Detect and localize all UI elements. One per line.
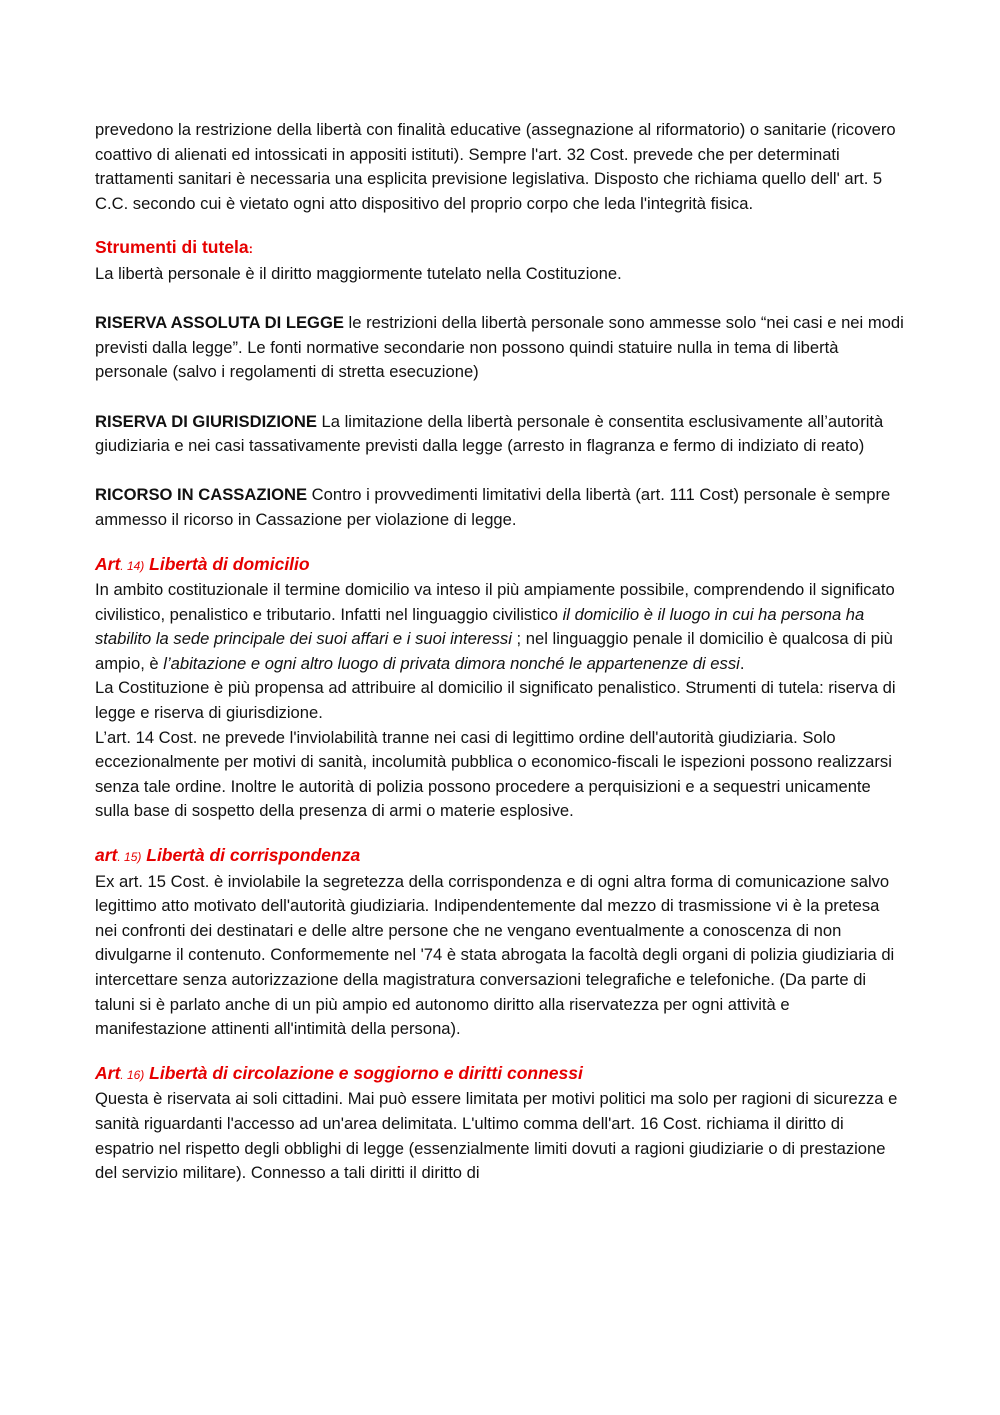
art14-heading bbox=[95, 552, 905, 579]
riserva-legge-text: le restrizioni della libertà personale sono ammesse solo “nei casi e nei modi previsti dalla legge”. Le fonti normative secondarie non possono quindi statuire nulla in tema di libertà personale (salvo i regolamenti di stretta esecuzione) bbox=[95, 313, 904, 382]
art16-heading-title: Libertà di circolazione e soggiorno e diritti connessi bbox=[144, 1062, 583, 1083]
strumenti-paragraph: La libertà personale è il diritto maggiormente tutelato nella Costituzione. bbox=[95, 263, 622, 283]
riserva-giurisdizione-text: La limitazione della libertà personale è consentita esclusivamente all’autorità giudiziaria e nei casi tassativamente previsti dalla legge (arresto in flagranza e fermo di indiziato di reato) bbox=[95, 411, 884, 456]
art14-paragraph-3: L’art. 14 Cost. ne prevede l'inviolabilità tranne nei casi di legittimo ordine dell'autorità giudiziaria. Solo eccezionalmente per motivi di sanità, incolumità pubblica o economico-fiscali le ispezioni possono realizzarsi senza tale ordine. Inoltre le autorità di polizia possono procedere a perquisizioni e a sequestri unicamente sulla base di sospetto della presenza di armi o materie esplosive. bbox=[95, 727, 892, 821]
ricorso-text: Contro i provvedimenti limitativi della libertà (art. 111 Cost) personale è sempre ammesso il ricorso in Cassazione per violazione di legge. bbox=[95, 485, 891, 529]
riserva-giurisdizione-term: RISERVA DI GIURISDIZIONE bbox=[95, 411, 317, 431]
art14-heading-number: . 14) bbox=[120, 558, 145, 573]
art14-heading-title: Libertà di domicilio bbox=[144, 553, 310, 574]
riserva-legge-term: RISERVA ASSOLUTA DI LEGGE bbox=[95, 313, 344, 333]
intro-paragraph: prevedono la restrizione della libertà con finalità educative (assegnazione al riformatorio) o sanitarie (ricovero coattivo di alienati ed intossicati in appositi istituti). Sempre l'art. 32 Cost. prevede che per determinati trattamenti sanitari è necessaria una esplicita previsione legislativa. Disposto che richiama quello dell' art. 5 C.C. secondo cui è vietato ogni atto dispositivo del proprio corpo che leda l'integrità fisica. bbox=[95, 120, 896, 213]
art15-heading-number: . 15) bbox=[117, 850, 142, 865]
ricorso-term: RICORSO IN CASSAZIONE bbox=[95, 485, 308, 505]
art14-text-c: . bbox=[739, 653, 745, 673]
art15-heading-prefix: art bbox=[95, 845, 118, 866]
art14-italic-1: il domicilio è il luogo in cui ha persona ha stabilito la sede principale dei suoi affari e i suoi interessi bbox=[95, 604, 865, 649]
art14-heading-prefix: Art bbox=[95, 553, 121, 574]
art16-heading bbox=[95, 1061, 905, 1088]
art14-paragraph-1 bbox=[95, 578, 905, 676]
strumenti-heading-colon: : bbox=[248, 241, 253, 257]
art16-heading-number: . 16) bbox=[120, 1067, 145, 1082]
art16-paragraph: Questa è riservata ai soli cittadini. Mai può essere limitata per motivi politici ma solo per ragioni di sicurezza e sanità riguardanti l'accesso ad un'area delimitata. L'ultimo comma dell'art. 16 Cost. richiama il diritto di espatrio nel rispetto degli obblighi di legge (essenzialmente limiti dovuti a ragioni giudiziarie o di prestazione del servizio militare). Connesso a tali diritti il diritto di bbox=[95, 1089, 898, 1183]
riserva-giurisdizione-paragraph bbox=[95, 410, 905, 459]
riserva-legge-paragraph bbox=[95, 311, 905, 385]
document-page bbox=[95, 118, 905, 1186]
art14-italic-2: l’abitazione e ogni altro luogo di privata dimora nonché le appartenenze di essi bbox=[163, 653, 740, 673]
art15-heading bbox=[95, 843, 905, 870]
art16-heading-prefix: Art bbox=[95, 1062, 121, 1083]
art14-text-b: ; nel linguaggio penale il domicilio è qualcosa di più ampio, è bbox=[95, 629, 893, 673]
art14-text-a: In ambito costituzionale il termine domicilio va inteso il più ampiamente possibile, comprendendo il significato civilistico, penalistico e tributario. Infatti nel linguaggio civilistico bbox=[95, 580, 895, 624]
ricorso-paragraph bbox=[95, 483, 905, 532]
strumenti-heading bbox=[95, 235, 905, 262]
art14-paragraph-2: La Costituzione è più propensa ad attribuire al domicilio il significato penalistico. Strumenti di tutela: riserva di legge e riserva di giurisdizione. bbox=[95, 678, 896, 723]
strumenti-heading-text: Strumenti di tutela bbox=[95, 237, 249, 258]
art15-heading-title: Libertà di corrispondenza bbox=[141, 845, 361, 866]
art15-paragraph: Ex art. 15 Cost. è inviolabile la segretezza della corrispondenza e di ogni altra forma di comunicazione salvo legittimo atto motivato dell'autorità giudiziaria. Indipendentemente dal mezzo di trasmissione vi è la pretesa nei confronti dei destinatari e delle altre persone che ne vengano eventualmente a conoscenza di non divulgarne il contenuto. Conformemente nel '74 è stata abrogata la facoltà degli organi di polizia giudiziaria di intercettare senza autorizzazione della magistratura conversazioni telegrafiche e telefoniche. (Da parte di taluni si è parlato anche di un più ampio ed autonomo diritto alla riservatezza per ogni attività e manifestazione attinenti all'intimità della persona). bbox=[95, 871, 895, 1039]
